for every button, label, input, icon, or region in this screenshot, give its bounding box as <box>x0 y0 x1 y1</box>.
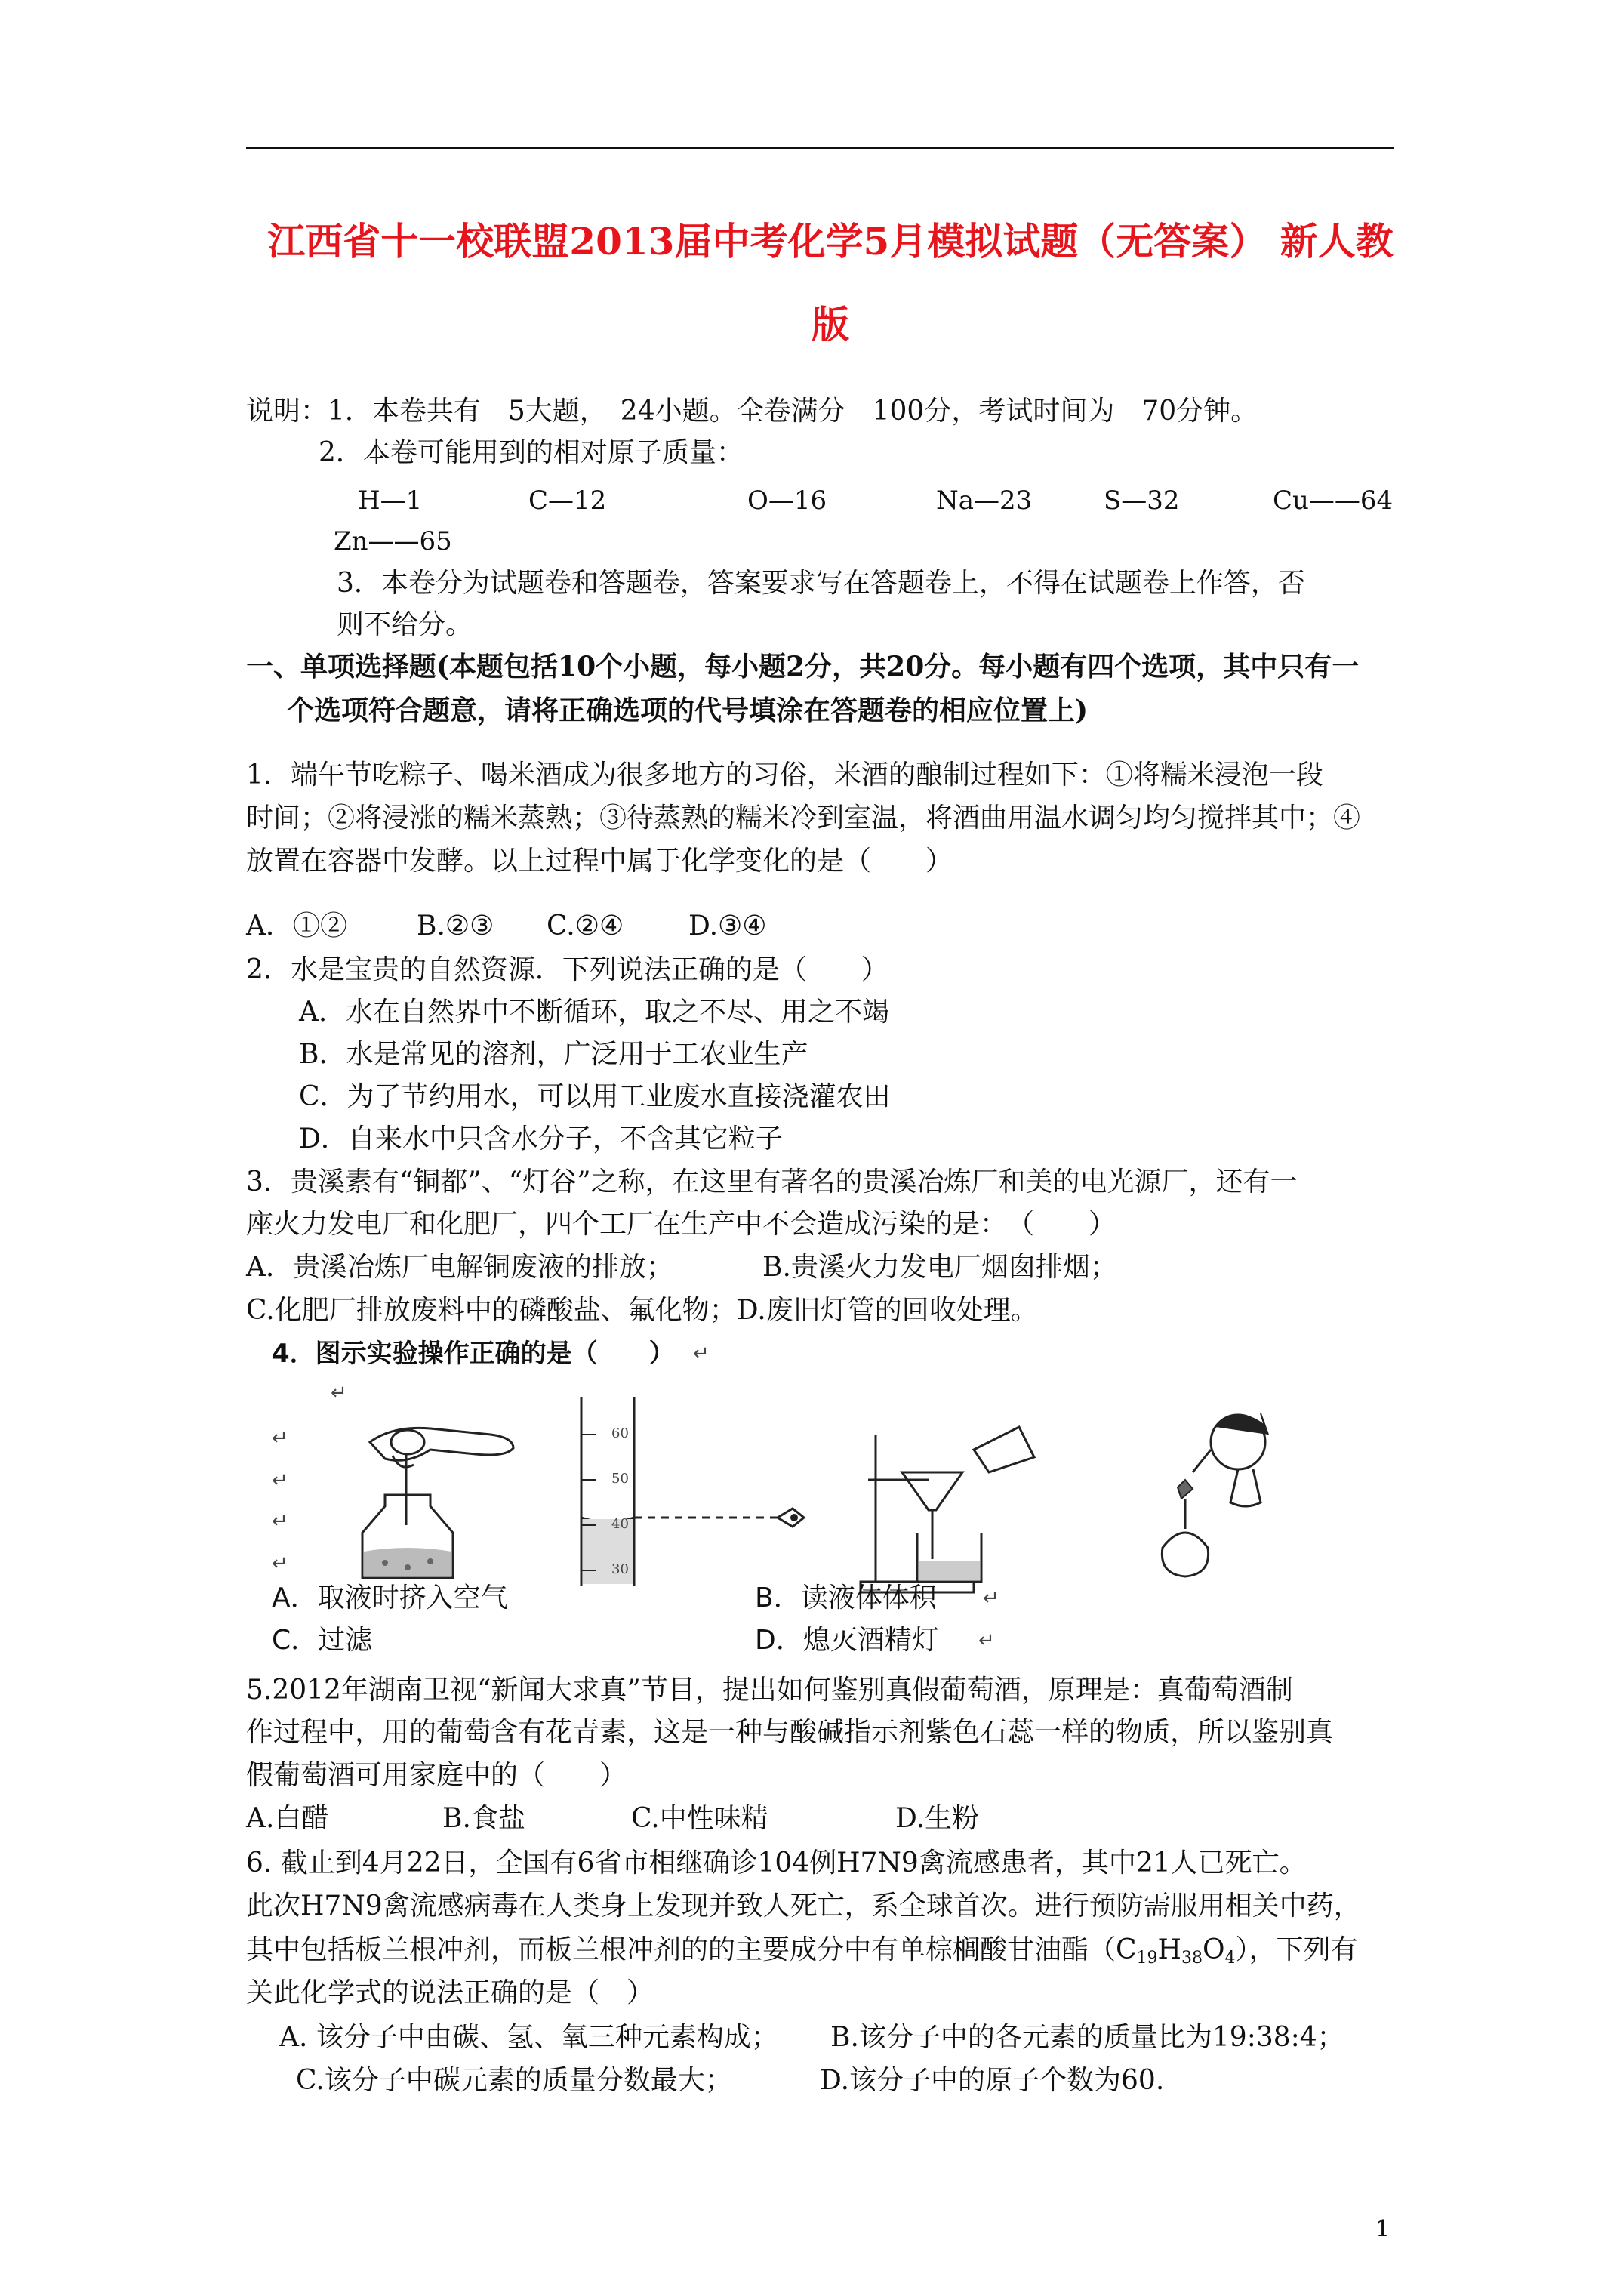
q3-stem-1: 3．贵溪素有“铜都”、“灯谷”之称，在这里有著名的贵溪冶炼厂和美的电光源厂，还有一 <box>246 1166 1298 1197</box>
return-mark: ↵ <box>272 1469 288 1492</box>
figure-dropper-bottle <box>325 1412 528 1586</box>
q6-stem-3-tail: ），下列有 <box>1235 1934 1358 1965</box>
formula-h: H <box>1157 1934 1181 1965</box>
q3-option-b: B.贵溪火力发电厂烟囱排烟； <box>762 1252 1117 1283</box>
q1-option-b: B.②③ <box>417 911 494 942</box>
formula-sub-4: 4 <box>1224 1949 1236 1968</box>
return-mark: ↵ <box>978 1629 995 1652</box>
mass-cu: Cu——64 <box>1273 485 1394 516</box>
page-number: 1 <box>1375 2216 1390 2242</box>
note-2: 2．本卷可能用到的相对原子质量： <box>319 437 744 468</box>
q3-stem-2: 座火力发电厂和化肥厂，四个工厂在生产中不会造成污染的是： （ ） <box>246 1209 1116 1240</box>
cylinder-tick-40: 40 <box>611 1516 629 1532</box>
cylinder-tick-50: 50 <box>611 1471 629 1487</box>
formula-sub-19: 19 <box>1136 1949 1158 1968</box>
section-heading-b: 个选项符合题意，请将正确选项的代号填涂在答题卷的相应位置上) <box>287 695 1089 726</box>
mass-s: S—32 <box>1104 485 1180 516</box>
document-title-line2: 版 <box>812 302 849 347</box>
section-heading-a: 一、单项选择题(本题包括10个小题，每小题2分，共20分。每小题有四个选项，其中只有一 <box>246 651 1360 683</box>
formula-sub-38: 38 <box>1181 1949 1203 1968</box>
note-3a: 3．本卷分为试题卷和答题卷，答案要求写在答题卷上，不得在试题卷上作答，否 <box>337 568 1305 599</box>
q5-stem-3: 假葡萄酒可用家庭中的（ ） <box>246 1760 627 1791</box>
return-mark: ↵ <box>272 1510 288 1533</box>
q5-option-a: A.白醋 <box>246 1803 329 1834</box>
q6-stem-4: 关此化学式的说法正确的是（ ） <box>246 1977 654 2008</box>
header-rule <box>246 147 1394 149</box>
q6-stem-3 <box>246 1933 1357 1976</box>
mass-na: Na—23 <box>936 485 1033 516</box>
figure-alcohol-lamp <box>1147 1404 1298 1593</box>
q2-option-c: C．为了节约用水，可以用工业废水直接浇灌农田 <box>299 1081 891 1112</box>
q4-stem: 4．图示实验操作正确的是（ ） <box>272 1339 675 1369</box>
q6-stem-1: 6. 截止到4月22日，全国有6省市相继确诊104例H7N9禽流感患者，其中21人已死亡。 <box>246 1848 1307 1878</box>
return-mark: ↵ <box>272 1552 288 1575</box>
q2-option-b: B．水是常见的溶剂，广泛用于工农业生产 <box>299 1039 808 1070</box>
q1-stem-1: 1．端午节吃粽子、喝米酒成为很多地方的习俗，米酒的酿制过程如下：①将糯米浸泡一段 <box>246 760 1323 791</box>
note-3b: 则不给分。 <box>337 609 473 640</box>
q3-option-a: A．贵溪冶炼厂电解铜废液的排放； <box>246 1252 673 1283</box>
return-mark: ↵ <box>983 1587 999 1610</box>
q5-option-d: D.生粉 <box>895 1803 980 1834</box>
q4-option-b: B．读液体体积 <box>755 1583 937 1613</box>
q5-option-b: B.食盐 <box>442 1803 525 1834</box>
mass-zn: Zn——65 <box>334 526 452 556</box>
q4-option-c: C．过滤 <box>272 1625 373 1656</box>
mass-o: O—16 <box>747 485 827 516</box>
q1-option-c: C.②④ <box>547 911 624 942</box>
cylinder-tick-30: 30 <box>611 1561 629 1577</box>
q6-option-d: D.该分子中的原子个数为60. <box>820 2065 1165 2096</box>
q5-stem-1: 5.2012年湖南卫视“新闻大求真”节目，提出如何鉴别真假葡萄酒，原理是：真葡萄酒制 <box>246 1675 1293 1706</box>
q5-option-c: C.中性味精 <box>631 1803 768 1834</box>
mass-h: H—1 <box>358 485 423 516</box>
document-title-line1: 江西省十一校联盟2013届中考化学5月模拟试题（无答案） 新人教 <box>267 219 1394 264</box>
mass-c: C—12 <box>528 485 607 516</box>
q2-option-a: A．水在自然界中不断循环，取之不尽、用之不竭 <box>299 997 889 1028</box>
q6-stem-2: 此次H7N9禽流感病毒在人类身上发现并致人死亡，系全球首次。进行预防需服用相关中药， <box>246 1891 1361 1922</box>
q2-option-d: D．自来水中只含水分子，不含其它粒子 <box>299 1123 783 1154</box>
q4-stem-return-mark: ↵ <box>693 1342 710 1365</box>
q2-stem: 2．水是宝贵的自然资源．下列说法正确的是（ ） <box>246 954 888 985</box>
q6-stem-3-text: 其中包括板兰根冲剂，而板兰根冲剂的的主要成分中有单棕榈酸甘油酯（C <box>246 1934 1137 1965</box>
q1-option-d: D.③④ <box>688 911 767 942</box>
q5-stem-2: 作过程中，用的葡萄含有花青素，这是一种与酸碱指示剂紫色石蕊一样的物质，所以鉴别真 <box>246 1717 1334 1748</box>
q1-stem-2: 时间；②将浸涨的糯米蒸熟；③待蒸熟的糯米冷到室温，将酒曲用温水调匀均匀搅拌其中；④ <box>246 803 1361 834</box>
q6-option-a: A. 该分子中由碳、氢、氧三种元素构成； <box>279 2022 778 2053</box>
q6-option-b: B.该分子中的各元素的质量比为19:38:4； <box>830 2022 1344 2053</box>
cylinder-tick-60: 60 <box>611 1425 629 1441</box>
figure-graduated-cylinder <box>551 1389 823 1601</box>
note-1: 说明：1．本卷共有 5大题， 24小题。全卷满分 100分，考试时间为 70分钟。 <box>246 396 1258 427</box>
return-mark: ↵ <box>331 1382 347 1404</box>
q6-option-c: C.该分子中碳元素的质量分数最大； <box>296 2065 732 2096</box>
q1-stem-3: 放置在容器中发酵。以上过程中属于化学变化的是（ ） <box>246 846 953 877</box>
q3-option-cd: C.化肥厂排放废料中的磷酸盐、氟化物；D.废旧灯管的回收处理。 <box>246 1295 1038 1326</box>
q1-option-a: A．①② <box>246 911 347 942</box>
figure-filtration <box>845 1397 1057 1601</box>
q4-option-a: A．取液时挤入空气 <box>272 1583 508 1613</box>
formula-o: O <box>1202 1934 1225 1965</box>
return-mark: ↵ <box>272 1427 288 1450</box>
q4-option-d: D．熄灭酒精灯 <box>755 1625 939 1656</box>
